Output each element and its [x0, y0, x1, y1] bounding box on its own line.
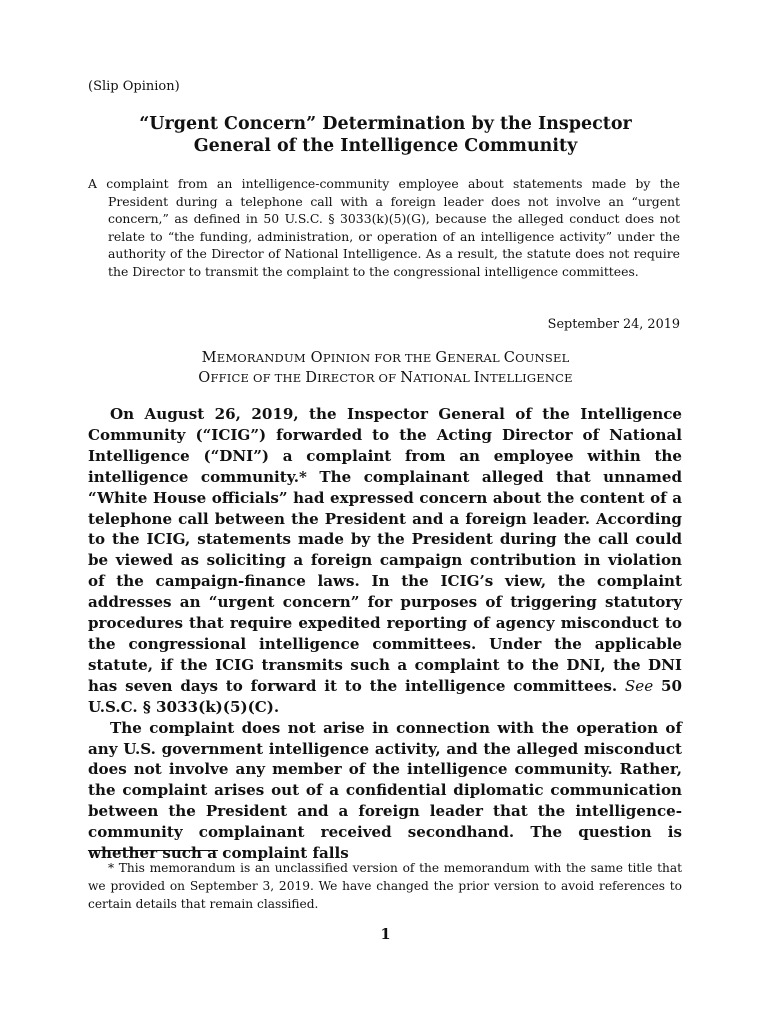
footnote	[88, 860, 682, 913]
footnote-text: * This memorandum is an unclassified version of the memorandum with the same title that we provided on September 3, 2019. We have changed the prior version to avoid references to certain details that remain classified.	[88, 861, 682, 911]
title-line-1: “Urgent Concern” Determination by the Inspector	[139, 114, 632, 134]
memorandum-heading-line-2: OFFICE OF THE DIRECTOR OF NATIONAL INTELLIGENCE	[198, 369, 573, 386]
opinion-body	[88, 404, 682, 864]
headnote-text: A complaint from an intelligence-community employee about statements made by the President during a telephone call with a foreign leader does not involve an “urgent concern,” as defined in 50 U.S.C. § 3033(k)(5)(G), because the alleged conduct does not relate to “the funding, administration, or operation of an intelligence activity” under the authority of the Director of National Intelligence. As a result, the statute does not require the Director to transmit the complaint to the congressional intelligence committees.	[88, 176, 680, 279]
title-line-2: General of the Intelligence Community	[193, 136, 578, 156]
page-number: 1	[380, 926, 391, 943]
memorandum-heading	[88, 348, 683, 388]
slip-opinion-label: (Slip Opinion)	[88, 79, 180, 94]
see-signal: See	[624, 676, 654, 695]
headnote	[88, 175, 680, 280]
memorandum-heading-line-1: MEMORANDUM OPINION FOR THE GENERAL COUNSEL	[201, 349, 570, 366]
opinion-date: September 24, 2019	[547, 317, 680, 332]
body-paragraph-1: On August 26, 2019, the Inspector General of the Intelligence Community (“ICIG”) forwarded to the Acting Director of National Intelligence (“DNI”) a complaint from an employee within the intelligence community.* The complainant alleged that unnamed “White House officials” had expressed concern about the content of a telephone call between the President and a foreign leader. According to the ICIG, statements made by the President during the call could be viewed as soliciting a foreign campaign contribution in violation of the campaign-finance laws. In the ICIG’s view, the complaint addresses an “urgent concern” for purposes of triggering statutory procedures that require expedited reporting of agency misconduct to the congressional intelligence committees. Under the applicable statute, if the ICIG transmits such a complaint to the DNI, the DNI has seven days to forward it to the intelligence committees. See 50 U.S.C. § 3033(k)(5)(C).	[88, 405, 682, 716]
body-paragraph-2: The complaint does not arise in connection with the operation of any U.S. government intelligence activity, and the alleged misconduct does not involve any member of the intelligence community. Rather, the complaint arises out of a confidential diplomatic communication between the President and a foreign leader that the intelligence-community complainant received secondhand. The question is whether such a complaint falls	[88, 718, 682, 863]
footnote-divider	[88, 850, 218, 851]
opinion-title	[88, 113, 683, 157]
